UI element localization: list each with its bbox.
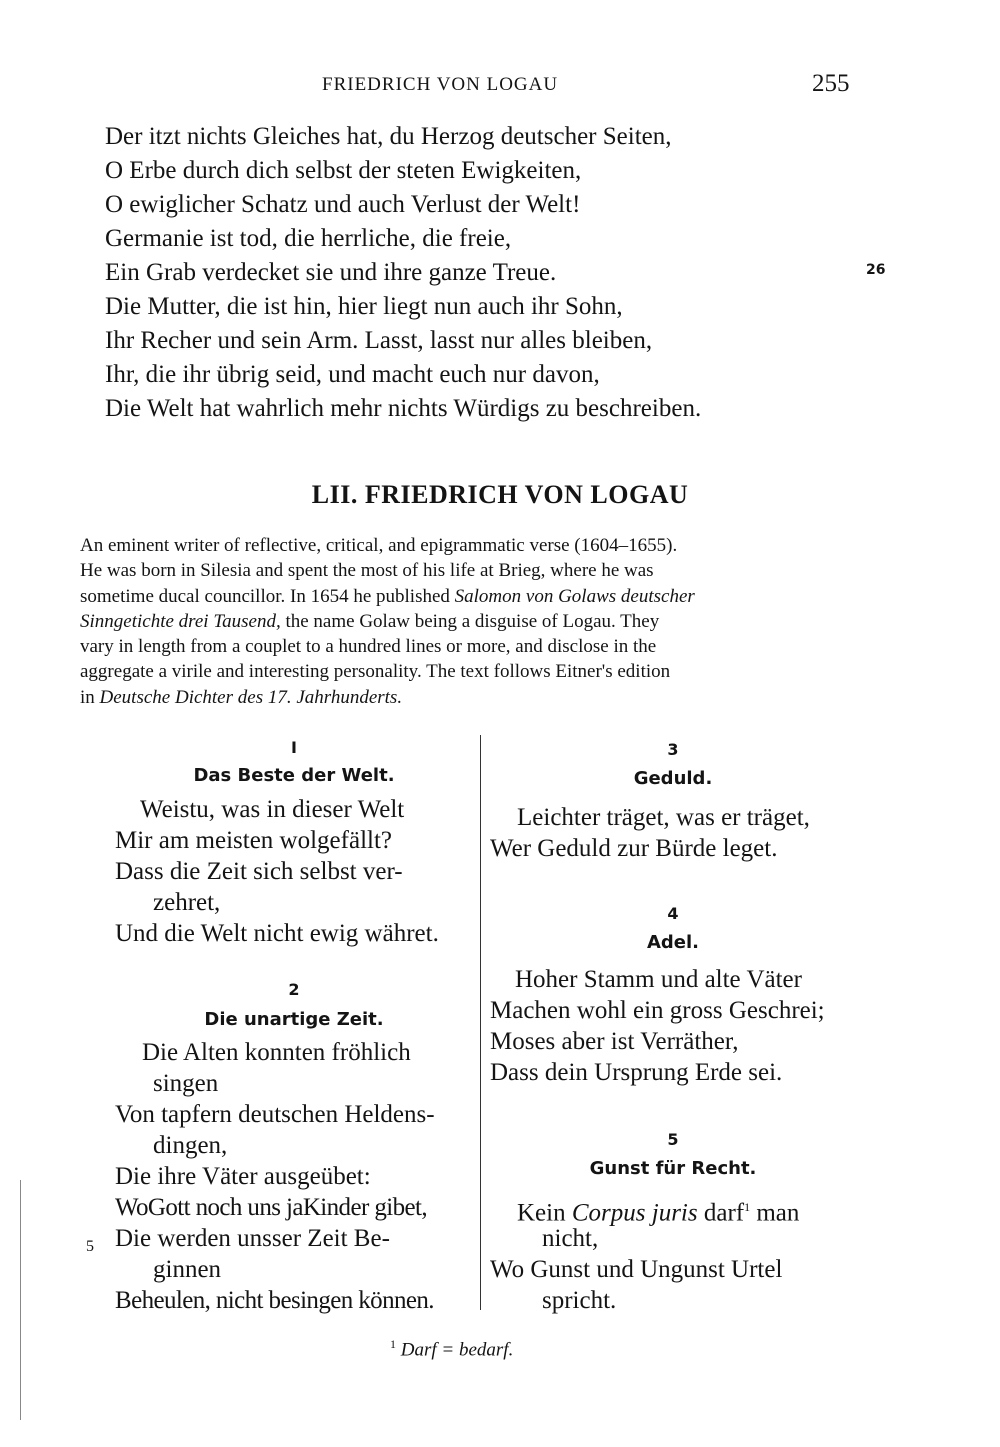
poem-line: Dass dein Ursprung Erde sei. [490, 1059, 783, 1086]
intro-line: the name Golaw being a disguise of Logau. They [285, 610, 660, 632]
section-title: LII. FRIEDRICH VON LOGAU [311, 480, 689, 509]
poem-line: nicht, [542, 1225, 599, 1252]
poem-title: Das Beste der Welt. [193, 765, 395, 786]
poem-line: WoGott noch uns jaKinder gibet, [115, 1194, 427, 1221]
running-title: FRIEDRICH VON LOGAU [322, 74, 559, 95]
poem-title: Gunst für Recht. [589, 1158, 757, 1179]
poem-line: Dass die Zeit sich selbst ver- [115, 858, 403, 885]
latin-phrase: Corpus juris [571, 1199, 698, 1227]
margin-line-marker: 26 [866, 262, 886, 278]
poem-line: Die werden unsser Zeit Be- [115, 1225, 390, 1252]
intro-line: aggregate a virile and interesting personality. The text follows Eitner's edition [80, 661, 671, 683]
intro-line: vary in length from a couplet to a hundred lines or more, and disclose in the [80, 636, 657, 658]
poem-number: 3 [667, 740, 679, 759]
poem-line: Kein Corpus juris darf$^1$ man [517, 1199, 800, 1227]
footnote [390, 1337, 513, 1361]
poem-line: ginnen [153, 1256, 222, 1283]
poem-line: singen [153, 1070, 219, 1097]
poem-line: Die Mutter, die ist hin, hier liegt nun auch ihr Sohn, [105, 293, 623, 320]
poem-line: Die Alten konnten fröhlich [142, 1039, 411, 1066]
poem-number: I [291, 738, 297, 757]
poem-line: Weistu, was in dieser Welt [140, 796, 405, 823]
footnote-mark: 1 [390, 1337, 396, 1351]
poem-title: Adel. [646, 932, 700, 953]
line-number: 5 [86, 1238, 94, 1255]
poem-line: Der itzt nichts Gleiches hat, du Herzog deutscher Seiten, [105, 123, 672, 150]
poem-line: Von tapfern deutschen Heldens- [115, 1101, 435, 1128]
poem-line: Hoher Stamm und alte Väter [515, 966, 802, 993]
intro-paragraph [80, 533, 860, 710]
poem-number: 4 [667, 904, 679, 923]
poem-number: 5 [667, 1130, 679, 1149]
intro-line: He was born in Silesia and spent the most of his life at Brieg, where he was [80, 560, 654, 582]
poem-line: Ihr, die ihr übrig seid, und macht euch nur davon, [105, 361, 600, 388]
poem-line: Germanie ist tod, die herrliche, die freie, [105, 225, 512, 252]
poem-line: spricht. [542, 1287, 617, 1314]
poem-line: O Erbe durch dich selbst der steten Ewigkeiten, [105, 157, 582, 184]
scan-margin-rule [20, 1180, 21, 1420]
page-number: 255 [812, 70, 850, 97]
poem-line: Und die Welt nicht ewig währet. [115, 920, 439, 947]
poem-line: O ewiglicher Schatz und auch Verlust der Welt! [105, 191, 581, 218]
edition-title: Deutsche Dichter des 17. Jahrhunderts. [99, 686, 403, 708]
poem-line: dingen, [153, 1132, 228, 1159]
poem-title: Geduld. [633, 768, 713, 789]
poem-line: Mir am meisten wolgefällt? [115, 827, 393, 854]
poem-line: zehret, [153, 889, 221, 916]
poem-line: Ein Grab verdecket sie und ihre ganze Treue. [105, 259, 557, 286]
poem-line: Moses aber ist Verräther, [490, 1028, 739, 1055]
poem-line: Wer Geduld zur Bürde leget. [490, 835, 778, 862]
footnote-text: Darf = bedarf. [400, 1339, 514, 1361]
book-title: Sinngetichte drei Tausend, [80, 610, 281, 632]
poem-line: Leichter träget, was er träget, [517, 804, 810, 831]
intro-line: in [80, 686, 95, 708]
poem-line: Beheulen, nicht besingen können. [115, 1287, 434, 1314]
poem-line: Die Welt hat wahrlich mehr nichts Würdigs zu beschreiben. [105, 395, 702, 422]
poem-number: 2 [288, 980, 300, 999]
footnote-reference: 1 [744, 1200, 751, 1214]
poem-line: Ihr Recher und sein Arm. Lasst, lasst nur alles bleiben, [105, 327, 653, 354]
poem-title: Die unartige Zeit. [204, 1009, 384, 1030]
poem-line: Machen wohl ein gross Geschrei; [490, 997, 825, 1024]
poem-line: Die ihre Väter ausgeübet: [115, 1163, 371, 1190]
intro-line: sometime ducal councillor. In 1654 he published [80, 585, 450, 607]
book-title: Salomon von Golaws deutscher [454, 585, 695, 607]
column-divider [480, 735, 481, 1310]
poem-line: Wo Gunst und Ungunst Urtel [490, 1256, 783, 1283]
intro-line: An eminent writer of reflective, critical, and epigrammatic verse (1604–1655). [80, 535, 678, 556]
